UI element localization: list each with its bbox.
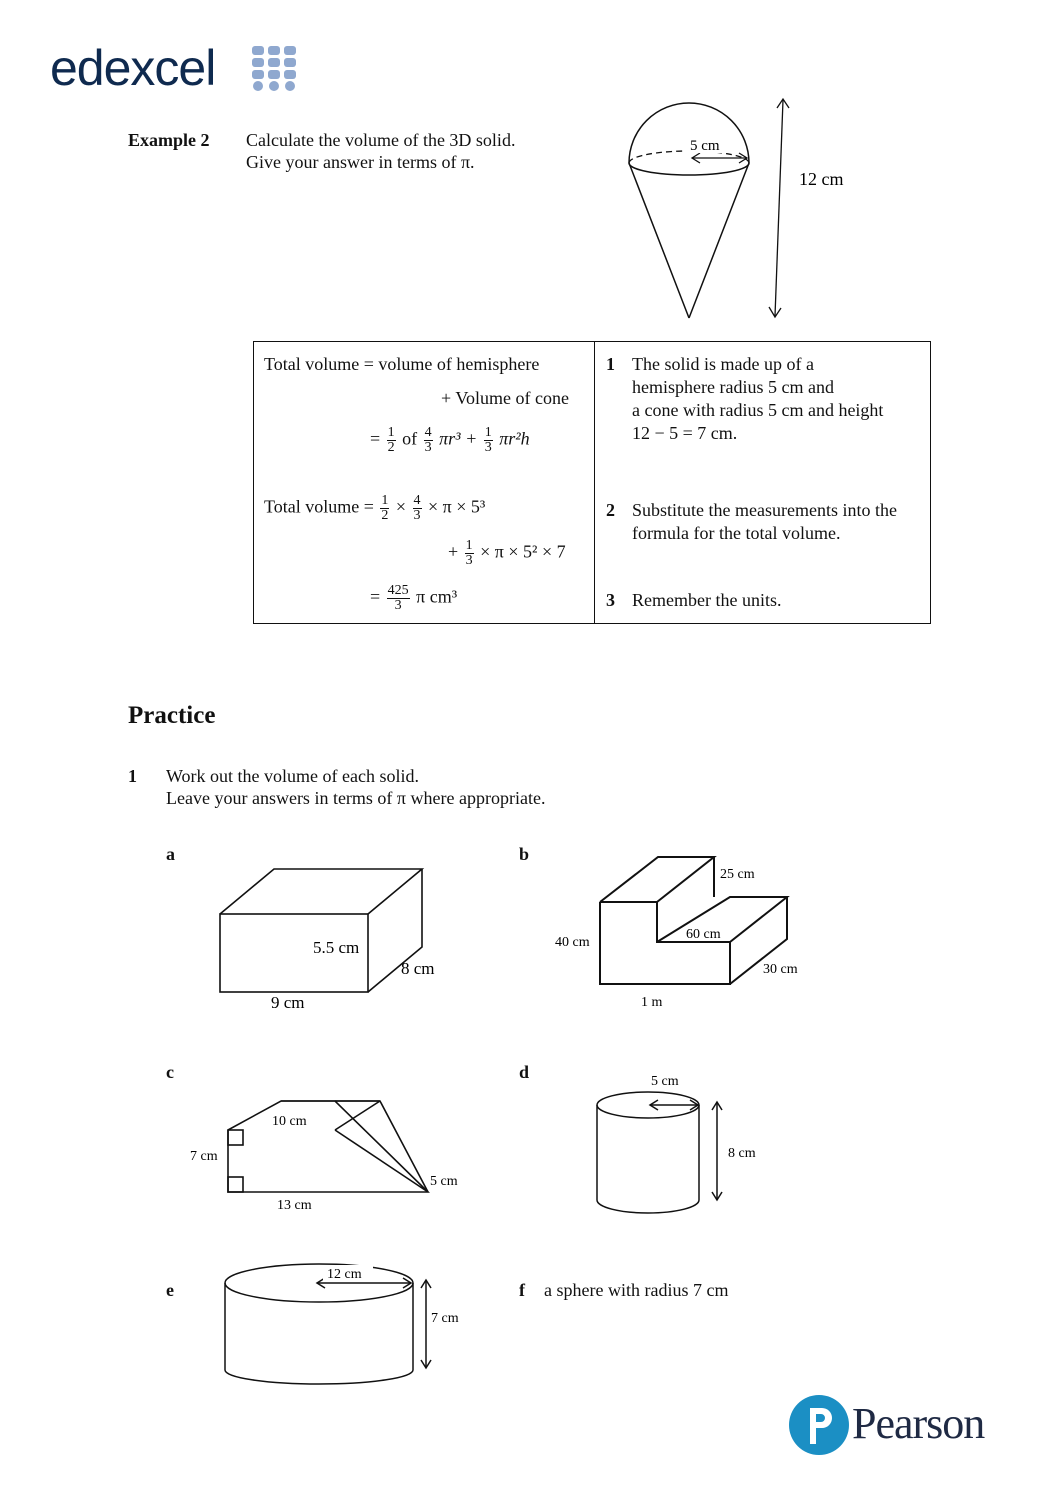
work-line1: Total volume = volume of hemisphere bbox=[264, 354, 540, 374]
hemisphere-cone-diagram bbox=[620, 90, 880, 330]
substitution-line2: + $\frac{1}{3}$ × π × 5² × 7 bbox=[448, 538, 566, 568]
height-label: 12 cm bbox=[799, 169, 844, 189]
cyl-d-height: 8 cm bbox=[728, 1146, 756, 1161]
l-prism-label-30: 30 cm bbox=[763, 962, 798, 977]
total-volume-label: Total volume = bbox=[264, 496, 374, 517]
eq-sign: = bbox=[370, 428, 381, 449]
cyl-e-radius: 12 cm bbox=[327, 1267, 362, 1282]
fraction-result: $\frac{425}{3}$ bbox=[387, 583, 409, 613]
l-prism-label-60: 60 cm bbox=[686, 927, 721, 942]
logo-dots-icon bbox=[250, 46, 300, 92]
question-number: 1 bbox=[128, 766, 137, 786]
fraction-half: $\frac{1}{2}$ bbox=[387, 425, 395, 455]
pi-r-squared-h: πr²h bbox=[499, 428, 530, 449]
example-label: Example 2 bbox=[128, 130, 210, 150]
part-c-letter: c bbox=[166, 1062, 174, 1082]
pearson-logo-text: Pearson bbox=[852, 1399, 985, 1448]
trap-label-7: 7 cm bbox=[190, 1149, 218, 1164]
l-prism-label-25: 25 cm bbox=[720, 867, 755, 882]
cyl-d-radius: 5 cm bbox=[651, 1074, 679, 1089]
pearson-logo-icon bbox=[788, 1394, 850, 1456]
l-prism-label-40: 40 cm bbox=[555, 935, 590, 950]
part-a-letter: a bbox=[166, 844, 175, 864]
cuboid-diagram bbox=[200, 860, 460, 1020]
cuboid-label-height: 8 cm bbox=[401, 959, 435, 978]
question-line2: Leave your answers in terms of π where appropriate. bbox=[166, 788, 546, 808]
part-d-letter: d bbox=[519, 1062, 530, 1082]
cuboid-label-depth: 5.5 cm bbox=[313, 938, 360, 957]
pi-r-cubed: πr³ + bbox=[439, 428, 478, 449]
trap-label-5: 5 cm bbox=[430, 1174, 458, 1189]
l-prism-label-1m: 1 m bbox=[641, 995, 663, 1010]
part-e-letter: e bbox=[166, 1280, 174, 1300]
cuboid-label-width: 9 cm bbox=[271, 993, 305, 1012]
work-line2: + Volume of cone bbox=[441, 388, 569, 408]
example-line1: Calculate the volume of the 3D solid. bbox=[246, 130, 516, 150]
formula-line bbox=[370, 426, 530, 455]
radius-label: 5 cm bbox=[690, 138, 720, 154]
fraction-third: $\frac{1}{3}$ bbox=[484, 425, 492, 455]
cylinder-d-diagram bbox=[580, 1065, 780, 1225]
of-word: of bbox=[402, 428, 418, 449]
fraction-four-thirds: $\frac{4}{3}$ bbox=[424, 425, 432, 455]
example-line2: Give your answer in terms of π. bbox=[246, 152, 475, 172]
substitution-line1: Total volume = $\frac{1}{2}$ × $\frac{4}{3}$ × π × 5³ bbox=[264, 493, 486, 523]
question-line1: Work out the volume of each solid. bbox=[166, 766, 419, 786]
l-prism-diagram bbox=[550, 852, 820, 1017]
trap-label-13: 13 cm bbox=[277, 1198, 312, 1213]
part-f-text: a sphere with radius 7 cm bbox=[544, 1280, 729, 1300]
trapezium-prism-diagram bbox=[185, 1090, 485, 1220]
cyl-e-height: 7 cm bbox=[431, 1311, 459, 1326]
practice-heading: Practice bbox=[128, 702, 216, 729]
edexcel-logo: edexcel bbox=[50, 40, 216, 96]
cylinder-e-diagram bbox=[215, 1258, 475, 1398]
part-b-letter: b bbox=[519, 844, 530, 864]
trap-label-10: 10 cm bbox=[272, 1114, 307, 1129]
result-line: = $\frac{425}{3}$ π cm³ bbox=[370, 583, 458, 613]
part-f-letter: f bbox=[519, 1280, 525, 1300]
